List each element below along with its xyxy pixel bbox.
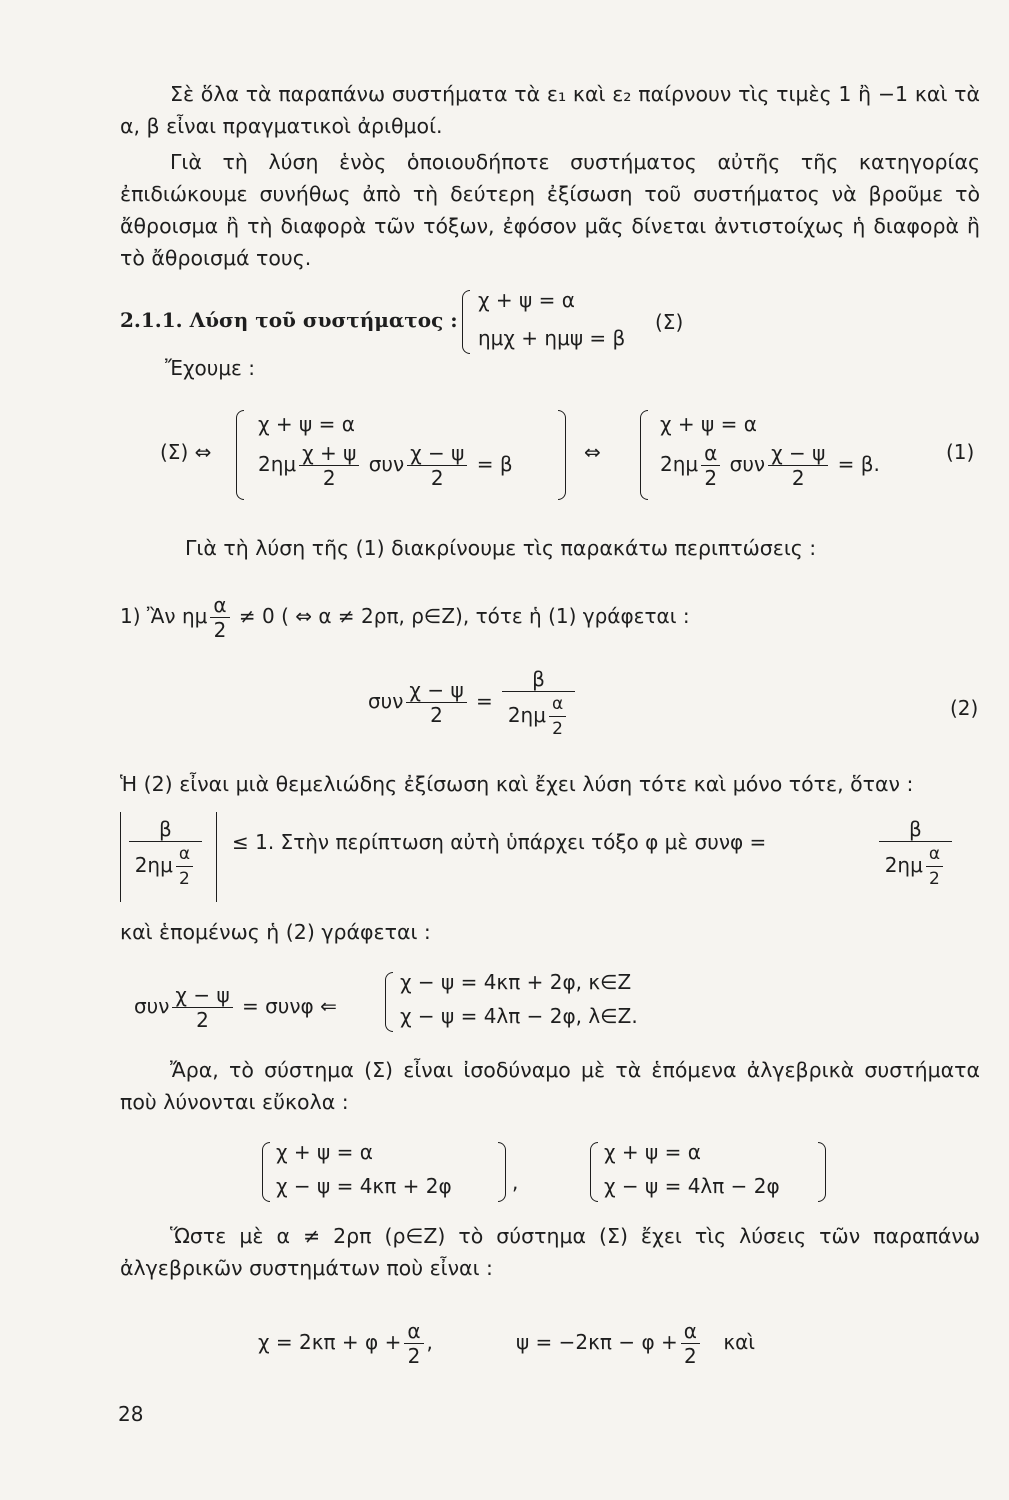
sys1-row2-post: = β: [476, 452, 513, 476]
eq2-frac1-num: χ − ψ: [406, 679, 466, 703]
eq2-inner-frac-num: α: [549, 693, 566, 717]
sys1-frac2-num: χ − ψ: [407, 442, 467, 466]
exoume-text: Ἔχουμε :: [165, 356, 255, 380]
case1-frac: [210, 594, 229, 641]
eq2-frac2-den: [502, 692, 575, 740]
sys1b-row2-mid: συν: [729, 452, 766, 476]
sys1b-frac1-den: 2: [704, 466, 718, 490]
final-comma: ,: [426, 1330, 433, 1354]
section-title: 2.1.1. Λύση τοῦ συστήματος :: [120, 308, 458, 332]
final-solution-y: [516, 1320, 755, 1367]
eq2-frac1: [406, 679, 466, 726]
eq2-inner-frac-den: 2: [552, 719, 563, 739]
sysB-row2: χ − ψ = 4λπ − 2φ: [604, 1174, 780, 1198]
eq3-frac-den: 2: [196, 1008, 209, 1032]
sysB-left-brace: [590, 1142, 598, 1202]
sys1b-frac1: [701, 442, 720, 489]
equation-number-1: (1): [946, 440, 975, 464]
eq2-frac2-num: β: [502, 668, 575, 692]
sys1-row2-mid: συν: [368, 452, 405, 476]
section-label: (Σ): [655, 310, 684, 334]
eq2-frac2: [502, 668, 575, 740]
sys1-right-brace: [558, 410, 566, 500]
cond-rhs-inner-frac-den: 2: [929, 869, 940, 889]
cond-inner-frac: [176, 843, 193, 890]
final-y-frac-den: 2: [683, 1344, 697, 1368]
eq3-brace: [385, 972, 393, 1032]
condition-rhs: [876, 818, 955, 890]
eq3-mid: = συνφ ⇐: [242, 994, 337, 1018]
eq3-pre: συν: [134, 994, 170, 1018]
section-heading: [120, 308, 458, 332]
equation-3-lhs: [134, 984, 337, 1031]
paragraph-method: Γιὰ τὴ λύση ἑνὸς ὁποιουδήποτε συστήματος αὐτῆς τῆς κατηγορίας ἐπιδιώκουμε συνήθως ἀπὸ τὴ δεύτερη ἐξίσωση τοῦ συστήματος νὰ βροῦμε τὸ ἄθροισμα ἢ τὴ διαφορὰ τῶν τόξων, ἐφόσον μᾶς δίνεται ἀντιστοίχως ἡ διαφορὰ ἢ τὸ ἄθροισμά τους.: [120, 150, 980, 270]
systems-comma: ,: [512, 1170, 519, 1194]
paragraph-intro: Σὲ ὅλα τὰ παραπάνω συστήματα τὰ ε₁ καὶ ε₂ παίρνουν τὶς τιμὲς 1 ἢ −1 καὶ τὰ α, β εἶναι πραγματικοὶ ἀριθμοί.: [120, 82, 980, 138]
sys1-frac1: [299, 442, 359, 489]
cond-frac-den: [129, 842, 202, 890]
final-x-frac: [404, 1320, 423, 1367]
cond-frac-den-pre: 2ημ: [134, 853, 173, 877]
paragraph-solutions: Ὥστε μὲ α ≠ 2ρπ (ρ∈Z) τὸ σύστημα (Σ) ἔχει τὶς λύσεις τῶν παραπάνω ἀλγεβρικῶν συστημάτων ποὺ εἶναι :: [120, 1224, 980, 1280]
sys1b-frac2: [768, 442, 828, 489]
final-solution-x: [258, 1320, 433, 1367]
sysB-row1: χ + ψ = α: [604, 1140, 701, 1164]
abs-bar-right: [216, 812, 217, 902]
cond-rhs-inner-frac-num: α: [926, 843, 943, 867]
sys1-frac2-den: 2: [430, 466, 444, 490]
final-y-pre: ψ = −2κπ − φ +: [516, 1330, 678, 1354]
sysB-right-brace: [818, 1142, 826, 1202]
equation-number-2: (2): [950, 696, 979, 720]
case1-frac-num: α: [210, 594, 229, 618]
condition-abs-frac: [126, 818, 205, 890]
case1-frac-den: 2: [213, 618, 227, 642]
final-x-frac-den: 2: [407, 1344, 421, 1368]
sysA-left-brace: [262, 1142, 270, 1202]
sysA-row2: χ − ψ = 4κπ + 2φ: [276, 1174, 452, 1198]
section-eq2: ημχ + ημψ = β: [478, 326, 626, 350]
sysA-right-brace: [498, 1142, 506, 1202]
eq2-frac1-den: 2: [430, 703, 443, 727]
sys1-row1: χ + ψ = α: [258, 412, 355, 436]
section-eq1: χ + ψ = α: [478, 288, 575, 312]
case1-pre: 1) Ἂν ημ: [120, 604, 208, 628]
sys1-left-brace: [236, 410, 244, 500]
eq3-frac: [172, 984, 232, 1031]
sys1b-row1: χ + ψ = α: [660, 412, 757, 436]
cond-frac-num: β: [129, 818, 202, 842]
final-x-frac-num: α: [404, 1320, 423, 1344]
eq2-inner-frac: [549, 693, 566, 740]
equation-2: [368, 668, 578, 740]
eq3-row2: χ − ψ = 4λπ − 2φ, λ∈Z.: [400, 1004, 638, 1028]
sys1-frac2: [407, 442, 467, 489]
paragraph-condition: Ἡ (2) εἶναι μιὰ θεμελιώδης ἐξίσωση καὶ ἔχει λύση τότε καὶ μόνο τότε, ὅταν :: [120, 772, 914, 796]
paragraph-equivalent: Ἄρα, τὸ σύστημα (Σ) εἶναι ἰσοδύναμο μὲ τὰ ἑπόμενα ἀλγεβρικὰ συστήματα ποὺ λύνονται εὔκολα :: [120, 1058, 980, 1114]
final-kai: καὶ: [723, 1330, 756, 1354]
sys1-row2-pre: 2ημ: [258, 452, 297, 476]
sys1-lhs: (Σ) ⇔: [160, 440, 212, 464]
eq2-equals: =: [476, 689, 493, 713]
cond-rhs-frac: [879, 818, 952, 890]
cond-rhs-frac-num: β: [879, 818, 952, 842]
sys1-iff: ⇔: [584, 440, 601, 464]
case1-post: ≠ 0 ( ⇔ α ≠ 2ρπ, ρ∈Z), τότε ἡ (1) γράφεται :: [238, 604, 690, 628]
sys1b-frac2-den: 2: [791, 466, 805, 490]
sys1b-left-brace: [640, 410, 648, 500]
eq3-frac-num: χ − ψ: [172, 984, 232, 1008]
final-y-frac: [681, 1320, 700, 1367]
cond-inner-frac-num: α: [176, 843, 193, 867]
sys1-frac1-den: 2: [322, 466, 336, 490]
case1-line: [120, 594, 690, 641]
section-brace: [462, 290, 470, 354]
cond-rhs-inner-frac: [926, 843, 943, 890]
cond-inner-frac-den: 2: [179, 869, 190, 889]
eq2-frac2-den-pre: 2ημ: [507, 703, 546, 727]
cond-frac: [129, 818, 202, 890]
sys1b-row2: [660, 442, 880, 489]
eq3-row1: χ − ψ = 4κπ + 2φ, κ∈Z: [400, 970, 632, 994]
condition-text: ≤ 1. Στὴν περίπτωση αὐτὴ ὑπάρχει τόξο φ μὲ συνφ =: [232, 830, 767, 854]
final-x-pre: χ = 2κπ + φ +: [258, 1330, 402, 1354]
sys1b-row2-pre: 2ημ: [660, 452, 699, 476]
sys1b-row2-post: = β.: [837, 452, 880, 476]
paragraph-therefore: καὶ ἑπομένως ἡ (2) γράφεται :: [120, 920, 431, 944]
sys1b-frac1-num: α: [701, 442, 720, 466]
paragraph-cases: Γιὰ τὴ λύση τῆς (1) διακρίνουμε τὶς παρακάτω περιπτώσεις :: [185, 536, 817, 560]
abs-bar-left: [120, 812, 121, 902]
eq2-pre: συν: [368, 689, 404, 713]
cond-rhs-frac-den-pre: 2ημ: [884, 853, 923, 877]
page-number: 28: [118, 1402, 144, 1426]
sys1-frac1-num: χ + ψ: [299, 442, 359, 466]
cond-rhs-frac-den: [879, 842, 952, 890]
sysA-row1: χ + ψ = α: [276, 1140, 373, 1164]
final-y-frac-num: α: [681, 1320, 700, 1344]
sys1-row2: [258, 442, 513, 489]
sys1b-frac2-num: χ − ψ: [768, 442, 828, 466]
